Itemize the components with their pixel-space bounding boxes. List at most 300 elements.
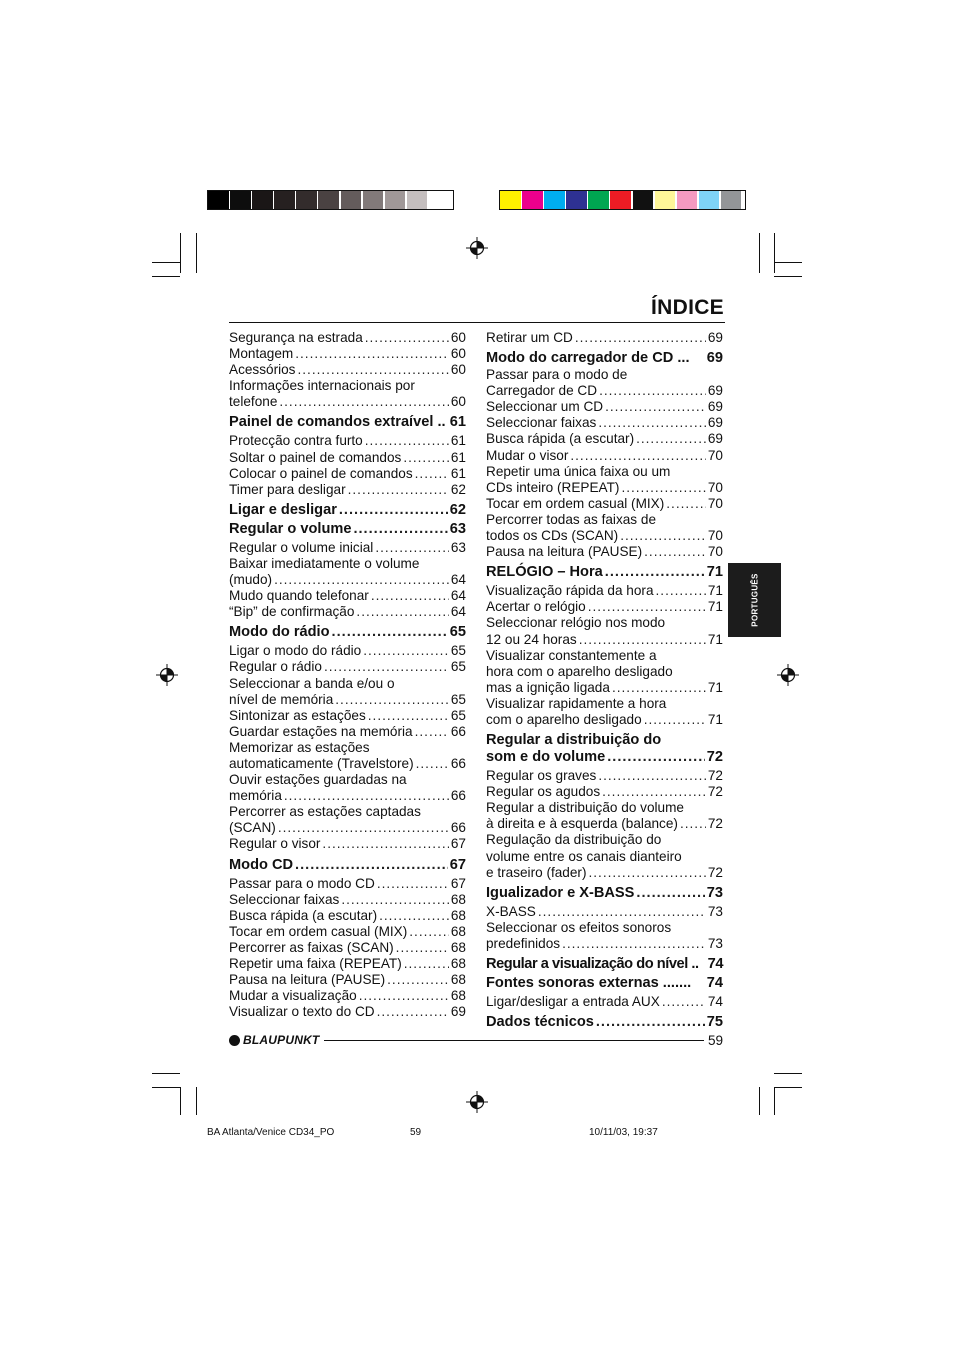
- toc-entry-title: (mudo): [229, 572, 273, 588]
- toc-heading: [486, 956, 723, 973]
- toc-page-number: 74: [706, 975, 723, 991]
- toc-leader-dots: [284, 788, 449, 804]
- toc-entry: [486, 528, 723, 544]
- toc-leader-dots: [365, 330, 449, 346]
- swatch: [544, 191, 565, 209]
- toc-entry-title: Timer para desligar: [229, 481, 346, 497]
- toc-page-number: 70: [707, 447, 723, 463]
- toc-leader-dots: [562, 936, 706, 952]
- toc-page-number: 63: [450, 539, 466, 555]
- toc-entry-title: Igualizador e X-BASS: [486, 884, 635, 901]
- toc-entry-title: Regular os graves: [486, 768, 597, 784]
- footer-date: 10/11/03, 19:37: [589, 1127, 658, 1138]
- toc-entry: [486, 583, 723, 599]
- crop-mark: [152, 1073, 180, 1074]
- toc-entry-title: Mudo quando telefonar: [229, 588, 369, 604]
- toc-entry-title: Carregador de CD: [486, 383, 598, 399]
- toc-page-number: 67: [449, 856, 466, 873]
- toc-leader-dots: [415, 724, 449, 740]
- toc-entry-text: Percorrer todas as faixas de: [486, 511, 657, 527]
- toc-entry: [229, 876, 466, 892]
- toc-leader-dots: [341, 892, 449, 908]
- toc-page-number: 64: [450, 588, 466, 604]
- toc-entry-title: todos os CDs (SCAN): [486, 528, 619, 544]
- page-title: ÍNDICE: [651, 296, 724, 319]
- crop-mark: [180, 1087, 181, 1115]
- toc-leader-dots: [339, 502, 448, 519]
- toc-leader-dots: [396, 940, 449, 956]
- toc-leader-dots: [387, 972, 449, 988]
- toc-leader-dots: [588, 865, 705, 881]
- toc-page-number: 61: [450, 433, 466, 449]
- toc-leader-dots: [295, 346, 449, 362]
- toc-entry-title: Regular o volume: [229, 520, 352, 537]
- toc-page-number: 75: [706, 1014, 723, 1031]
- toc-entry: [486, 936, 723, 952]
- toc-leader-dots: [605, 399, 706, 415]
- toc-entry: [229, 1004, 466, 1020]
- toc-entry: [229, 540, 466, 556]
- toc-entry: [486, 330, 723, 346]
- toc-entry: [229, 724, 466, 740]
- toc-heading: [229, 624, 466, 641]
- toc-entry-title: à direita e à esquerda (balance): [486, 816, 678, 832]
- toc-leader-dots: [538, 904, 706, 920]
- toc-entry-text: Regulação da distribuição do: [486, 832, 662, 848]
- toc-entry: [229, 588, 466, 604]
- swatch: [721, 191, 742, 209]
- toc-leader-dots: [598, 415, 706, 431]
- toc-entry-title: CDs inteiro (REPEAT): [486, 479, 620, 495]
- crop-mark: [196, 233, 197, 273]
- toc-page-number: 70: [707, 495, 723, 511]
- toc-entry: [486, 784, 723, 800]
- toc-leader-dots: [644, 544, 706, 560]
- toc-entry: [229, 988, 466, 1004]
- toc-entry: [229, 466, 466, 482]
- crop-mark: [774, 233, 775, 273]
- toc-leader-dots: [607, 749, 705, 766]
- toc-page-number: 71: [707, 711, 723, 727]
- crop-mark: [196, 1087, 197, 1115]
- toc-leader-dots: [602, 784, 706, 800]
- toc-entry: [486, 994, 723, 1010]
- toc-page-number: 63: [449, 520, 466, 537]
- toc-leader-dots: [621, 480, 705, 496]
- swatch: [677, 191, 698, 209]
- toc-entry: [229, 940, 466, 956]
- toc-entry: [229, 692, 466, 708]
- toc-entry-title: Pausa na leitura (PAUSE): [486, 544, 643, 560]
- toc-page-number: 62: [449, 501, 466, 518]
- toc-entry: [229, 820, 466, 836]
- bottom-rule: [324, 1040, 704, 1041]
- swatch: [699, 191, 720, 209]
- toc-leader-dots: [335, 692, 449, 708]
- toc-page-number: 69: [707, 383, 723, 399]
- swatch: [429, 191, 450, 209]
- toc-page-number: 72: [707, 768, 723, 784]
- swatch: [407, 191, 428, 209]
- toc-entry-text: Repetir uma única faixa ou um: [486, 463, 671, 479]
- toc-entry: [229, 708, 466, 724]
- toc-leader-dots: [377, 876, 449, 892]
- toc-entry: [229, 924, 466, 940]
- toc-page-number: 72: [707, 816, 723, 832]
- toc-page-number: 62: [450, 481, 466, 497]
- toc-page-number: 64: [450, 572, 466, 588]
- toc-entry: [486, 448, 723, 464]
- toc-entry-title: Busca rápida (a escutar): [486, 431, 635, 447]
- toc-page-number: 68: [450, 988, 466, 1004]
- swatch: [500, 191, 521, 209]
- toc-entry-title: Painel de comandos extraível ..: [229, 414, 446, 431]
- toc-entry-title: “Bip” de confirmação: [229, 604, 355, 620]
- toc-page-number: 60: [450, 394, 466, 410]
- toc-entry-title: predefinidos: [486, 935, 561, 951]
- toc-page-number: 66: [450, 723, 466, 739]
- toc-heading: [229, 521, 466, 538]
- toc-page-number: 66: [450, 788, 466, 804]
- swatch: [566, 191, 587, 209]
- toc-entry-title: Mudar a visualização: [229, 988, 357, 1004]
- toc-page-number: 72: [707, 784, 723, 800]
- toc-entry: [229, 659, 466, 675]
- footer-page: 59: [410, 1127, 422, 1138]
- toc-leader-dots: [570, 448, 706, 464]
- toc-entry: [486, 712, 723, 728]
- toc-leader-dots: [620, 528, 706, 544]
- toc-entry-title: som e do volume: [486, 749, 606, 766]
- toc-entry-title: Regular o volume inicial: [229, 539, 374, 555]
- swatch: [588, 191, 609, 209]
- toc-entry-title: Ligar/desligar a entrada AUX: [486, 994, 660, 1009]
- toc-leader-dots: [278, 820, 449, 836]
- toc-entry-text: Informações internacionais por: [229, 378, 415, 394]
- toc-entry: [229, 756, 466, 772]
- toc-page-number: 68: [450, 923, 466, 939]
- toc-leader-dots: [356, 604, 448, 620]
- brand-dot-icon: [229, 1035, 240, 1046]
- toc-entry-title: Regular os agudos: [486, 784, 601, 800]
- toc-page-number: 73: [707, 935, 723, 951]
- toc-leader-dots: [348, 482, 449, 498]
- crop-mark: [759, 233, 760, 273]
- registration-mark-icon: [777, 664, 799, 686]
- toc-page-number: 65: [450, 659, 466, 675]
- toc-leader-dots: [588, 599, 706, 615]
- toc-heading: [486, 564, 723, 581]
- toc-leader-dots: [359, 988, 449, 1004]
- swatch: [385, 191, 406, 209]
- toc-leader-dots: [656, 583, 706, 599]
- toc-entry: [486, 680, 723, 696]
- toc-leader-dots: [612, 680, 706, 696]
- toc-entry-title: mas a ignição ligada: [486, 679, 610, 695]
- toc-page-number: 65: [450, 707, 466, 723]
- toc-leader-dots: [375, 540, 449, 556]
- toc-entry: [486, 632, 723, 648]
- toc-page-number: 70: [707, 544, 723, 560]
- toc-leader-dots: [274, 572, 449, 588]
- toc-heading: [486, 975, 723, 992]
- toc-entry: [486, 865, 723, 881]
- toc-page-number: 70: [707, 479, 723, 495]
- toc-entry-title: Acessórios: [229, 362, 296, 378]
- toc-entry-title: automaticamente (Travelstore): [229, 755, 414, 771]
- toc-entry-title: Pausa na leitura (PAUSE): [229, 972, 386, 988]
- toc-entry-title: Seleccionar faixas: [229, 891, 340, 907]
- toc-page-number: 71: [706, 564, 723, 581]
- toc-heading: [229, 857, 466, 874]
- toc-leader-dots: [416, 756, 449, 772]
- toc-page-number: 69: [707, 431, 723, 447]
- toc-page-number: 66: [450, 755, 466, 771]
- swatch: [230, 191, 251, 209]
- language-tab: [728, 563, 781, 637]
- toc-right-column: [486, 330, 723, 1031]
- toc-page-number: 69: [707, 415, 723, 431]
- brand-name: BLAUPUNKT: [243, 1033, 320, 1047]
- toc-leader-dots: [368, 708, 449, 724]
- crop-mark: [774, 262, 802, 263]
- toc-entry-text: Seleccionar relógio nos modo: [486, 615, 666, 631]
- toc-page-number: 70: [707, 528, 723, 544]
- toc-entry-title: Regular o rádio: [229, 659, 322, 675]
- toc-entry: [486, 496, 723, 512]
- toc-entry-title: Repetir uma faixa (REPEAT): [229, 956, 402, 971]
- toc-entry-title: Passar para o modo CD: [229, 875, 375, 891]
- toc-entry: [486, 383, 723, 399]
- toc-leader-dots: [295, 857, 448, 874]
- toc-entry: [229, 450, 466, 466]
- toc-leader-dots: [666, 496, 706, 512]
- toc-page-number: 72: [707, 864, 723, 880]
- toc-entry-title: memória: [229, 788, 282, 804]
- toc-page-number: 64: [450, 604, 466, 620]
- toc-entry-text: Percorrer as estações captadas: [229, 804, 421, 820]
- toc-entry-title: Modo do carregador de CD ...: [486, 350, 690, 367]
- toc-heading: [229, 502, 466, 519]
- crop-mark: [774, 1087, 802, 1088]
- toc-entry-title: Fontes sonoras externas .......: [486, 975, 692, 991]
- toc-entry: [229, 836, 466, 852]
- toc-entry: [486, 399, 723, 415]
- crop-mark: [152, 262, 180, 263]
- toc-page-number: 69: [707, 399, 723, 415]
- toc-page-number: 65: [450, 691, 466, 707]
- toc-entry-title: Visualizar o texto do CD: [229, 1004, 375, 1020]
- swatch: [655, 191, 676, 209]
- toc-entry: [229, 788, 466, 804]
- swatch: [296, 191, 317, 209]
- toc-leader-dots: [415, 466, 449, 482]
- toc-leader-dots: [332, 624, 448, 641]
- toc-leader-dots: [353, 521, 447, 538]
- toc-page-number: 73: [706, 884, 723, 901]
- toc-leader-dots: [575, 330, 706, 346]
- toc-entry-title: Modo do rádio: [229, 624, 330, 641]
- toc-page-number: 71: [707, 679, 723, 695]
- toc-entry-title: com o aparelho desligado: [486, 711, 642, 727]
- toc-entry-title: Percorrer as faixas (SCAN): [229, 939, 394, 955]
- crop-mark: [774, 276, 802, 277]
- toc-entry-title: Visualização rápida da hora: [486, 583, 654, 599]
- swatch: [522, 191, 543, 209]
- toc-entry-title: Regular a visualização do nível ..: [486, 956, 699, 972]
- swatch: [274, 191, 295, 209]
- toc-leader-dots: [297, 362, 448, 378]
- toc-page-number: 65: [449, 624, 466, 641]
- toc-entry: [486, 431, 723, 447]
- toc-page-number: 71: [707, 599, 723, 615]
- toc-entry-text: Memorizar as estações: [229, 739, 370, 755]
- crop-mark: [180, 233, 181, 273]
- swatch: [610, 191, 631, 209]
- swatch: [633, 191, 654, 209]
- toc-entry-title: Ligar o modo do rádio: [229, 643, 362, 659]
- toc-heading: [229, 414, 466, 431]
- toc-entry-title: (SCAN): [229, 820, 276, 836]
- toc-entry-title: RELÓGIO – Hora: [486, 564, 603, 581]
- toc-entry: [229, 394, 466, 410]
- title-rule: [229, 322, 725, 323]
- toc-leader-dots: [279, 394, 449, 410]
- toc-entry-title: Ligar e desligar: [229, 501, 337, 518]
- toc-entry-title: Soltar o painel de comandos: [229, 449, 402, 465]
- toc-entry-title: e traseiro (fader): [486, 864, 587, 880]
- toc-leader-dots: [403, 450, 449, 466]
- toc-leader-dots: [636, 885, 704, 902]
- swatch: [363, 191, 384, 209]
- crop-mark: [152, 1087, 180, 1088]
- swatch: [208, 191, 229, 209]
- toc-page-number: 73: [707, 903, 723, 919]
- gray-calibration-strip: [207, 190, 454, 210]
- toc-heading: [486, 350, 723, 367]
- toc-entry: [486, 816, 723, 832]
- toc-entry: [229, 892, 466, 908]
- toc-entry-text: Seleccionar a banda e/ou o: [229, 675, 395, 691]
- toc-entry-text: volume entre os canais dianteiro: [486, 848, 682, 864]
- toc-entry-title: nível de memória: [229, 691, 334, 707]
- crop-mark: [774, 1073, 802, 1074]
- toc-entry-title: Tocar em ordem casual (MIX): [486, 495, 665, 511]
- toc-entry: [486, 599, 723, 615]
- toc-page-number: 61: [450, 449, 466, 465]
- toc-entry-title: Acertar o relógio: [486, 599, 586, 615]
- crop-mark: [759, 1087, 760, 1115]
- toc-page-number: 67: [450, 836, 466, 852]
- toc-leader-dots: [599, 383, 706, 399]
- toc-entry: [229, 482, 466, 498]
- toc-entry: [486, 480, 723, 496]
- toc-entry-title: 12 ou 24 horas: [486, 631, 577, 647]
- toc-leader-dots: [636, 431, 706, 447]
- toc-entry-title: X-BASS: [486, 903, 536, 919]
- toc-page-number: 60: [450, 346, 466, 362]
- toc-entry-title: Regular o visor: [229, 836, 321, 852]
- brand-logo: [229, 1033, 319, 1047]
- toc-entry: [229, 362, 466, 378]
- toc-page-number: 69: [450, 1004, 466, 1020]
- toc-entry-text: Passar para o modo de: [486, 367, 628, 383]
- toc-entry-title: Modo CD: [229, 856, 294, 873]
- toc-page-number: 60: [450, 330, 466, 345]
- toc-leader-dots: [404, 956, 449, 972]
- toc-leader-dots: [598, 768, 706, 784]
- toc-entry: [229, 330, 466, 346]
- toc-leader-dots: [322, 836, 448, 852]
- swatch: [252, 191, 273, 209]
- toc-entry: [229, 643, 466, 659]
- toc-entry: [486, 544, 723, 560]
- registration-mark-icon: [156, 664, 178, 686]
- toc-page-number: 68: [450, 939, 466, 955]
- toc-leader-dots: [363, 643, 449, 659]
- toc-page-number: 74: [707, 956, 723, 972]
- toc-page-number: 60: [450, 362, 466, 378]
- crop-mark: [152, 276, 180, 277]
- toc-entry-title: Protecção contra furto: [229, 433, 363, 449]
- toc-entry-title: Seleccionar faixas: [486, 415, 597, 431]
- toc-page-number: 68: [450, 907, 466, 923]
- toc-entry-text: hora com o aparelho desligado: [486, 663, 673, 679]
- toc-page-number: 67: [450, 875, 466, 891]
- toc-entry-text: Ouvir estações guardadas na: [229, 772, 407, 788]
- toc-entry-text: Regular a distribuição do volume: [486, 800, 684, 816]
- toc-heading: [486, 749, 723, 766]
- toc-entry-title: Busca rápida (a escutar): [229, 907, 378, 923]
- toc-entry-title: Segurança na estrada: [229, 330, 363, 345]
- toc-page-number: 68: [450, 956, 466, 971]
- page-number: 59: [708, 1033, 724, 1048]
- registration-mark-icon: [466, 237, 488, 259]
- toc-page-number: 74: [707, 994, 723, 1009]
- toc-entry: [229, 604, 466, 620]
- toc-page-number: 66: [450, 820, 466, 836]
- toc-page-number: 72: [706, 749, 723, 766]
- toc-entry: [486, 415, 723, 431]
- toc-page-number: 61: [449, 414, 466, 431]
- toc-entry-text: Baixar imediatamente o volume: [229, 555, 420, 571]
- toc-leader-dots: [365, 433, 449, 449]
- toc-leader-dots: [371, 588, 449, 604]
- toc-entry-text: Regular a distribuição do: [486, 732, 662, 749]
- toc-leader-dots: [680, 816, 706, 832]
- toc-left-column: [229, 330, 466, 1020]
- toc-entry-title: telefone: [229, 394, 278, 410]
- swatch: [318, 191, 339, 209]
- toc-entry-title: Mudar o visor: [486, 447, 569, 463]
- toc-page-number: 69: [706, 350, 723, 367]
- toc-entry-title: Tocar em ordem casual (MIX): [229, 923, 408, 939]
- toc-heading: [486, 885, 723, 902]
- toc-page-number: 61: [450, 465, 466, 481]
- language-tab-label: PORTUGUÊS: [750, 573, 759, 627]
- toc-entry: [486, 768, 723, 784]
- toc-heading: [486, 1014, 723, 1031]
- toc-leader-dots: [377, 1004, 449, 1020]
- toc-entry: [229, 433, 466, 449]
- footer-file: BA Atlanta/Venice CD34_PO: [207, 1127, 335, 1138]
- toc-entry-title: Colocar o painel de comandos: [229, 465, 413, 481]
- toc-page-number: 68: [450, 891, 466, 907]
- toc-entry: [229, 956, 466, 972]
- toc-entry-title: Retirar um CD: [486, 330, 573, 345]
- toc-page-number: 71: [707, 583, 723, 599]
- toc-leader-dots: [324, 659, 449, 675]
